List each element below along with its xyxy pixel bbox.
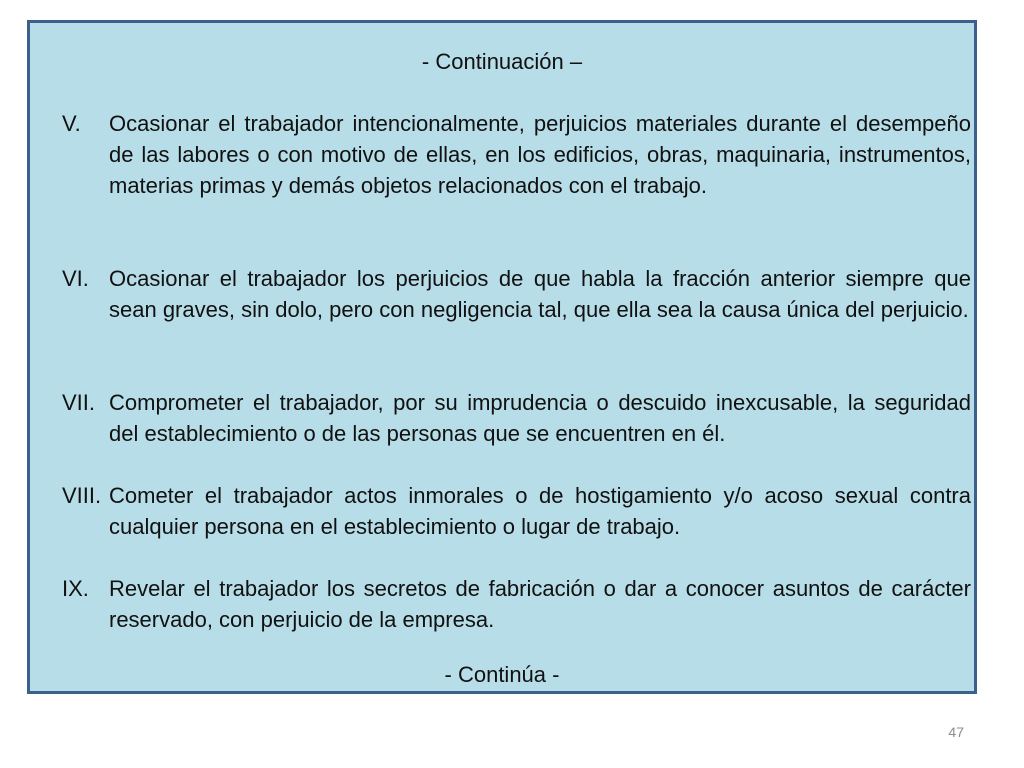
item-number: VIII. (62, 483, 102, 508)
continues-heading: - Continúa - (444, 662, 560, 687)
item-text: Revelar el trabajador los secretos de fabricación o dar a conocer asuntos de carácter reservado, con perjuicio de la empresa. (109, 576, 971, 632)
list-item (62, 480, 971, 542)
list-item (62, 263, 971, 325)
list-item (62, 573, 971, 635)
continuation-heading: - Continuación – (421, 49, 583, 74)
item-number: V. (62, 111, 81, 136)
list-item (62, 108, 971, 201)
item-number: VII. (62, 390, 96, 415)
item-text: Ocasionar el trabajador intencionalmente, perjuicios materiales durante el desempeño de las labores o con motivo de ellas, en los edificios, obras, maquinaria, instrumentos, materias primas y demás objetos relacionados con el trabajo. (109, 111, 971, 198)
item-text: Comprometer el trabajador, por su imprudencia o descuido inexcusable, la seguridad del establecimiento o de las personas que se encuentren en él. (109, 390, 971, 446)
item-text: Ocasionar el trabajador los perjuicios de que habla la fracción anterior siempre que sean graves, sin dolo, pero con negligencia tal, que ella sea la causa única del perjuicio. (109, 266, 971, 322)
item-number: IX. (62, 576, 89, 601)
page-number: 47 (948, 724, 964, 740)
list-item (62, 387, 971, 449)
item-text: Cometer el trabajador actos inmorales o de hostigamiento y/o acoso sexual contra cualquier persona en el establecimiento o lugar de trabajo. (109, 483, 971, 539)
item-number: VI. (62, 266, 89, 291)
slide-content-box (27, 20, 977, 694)
